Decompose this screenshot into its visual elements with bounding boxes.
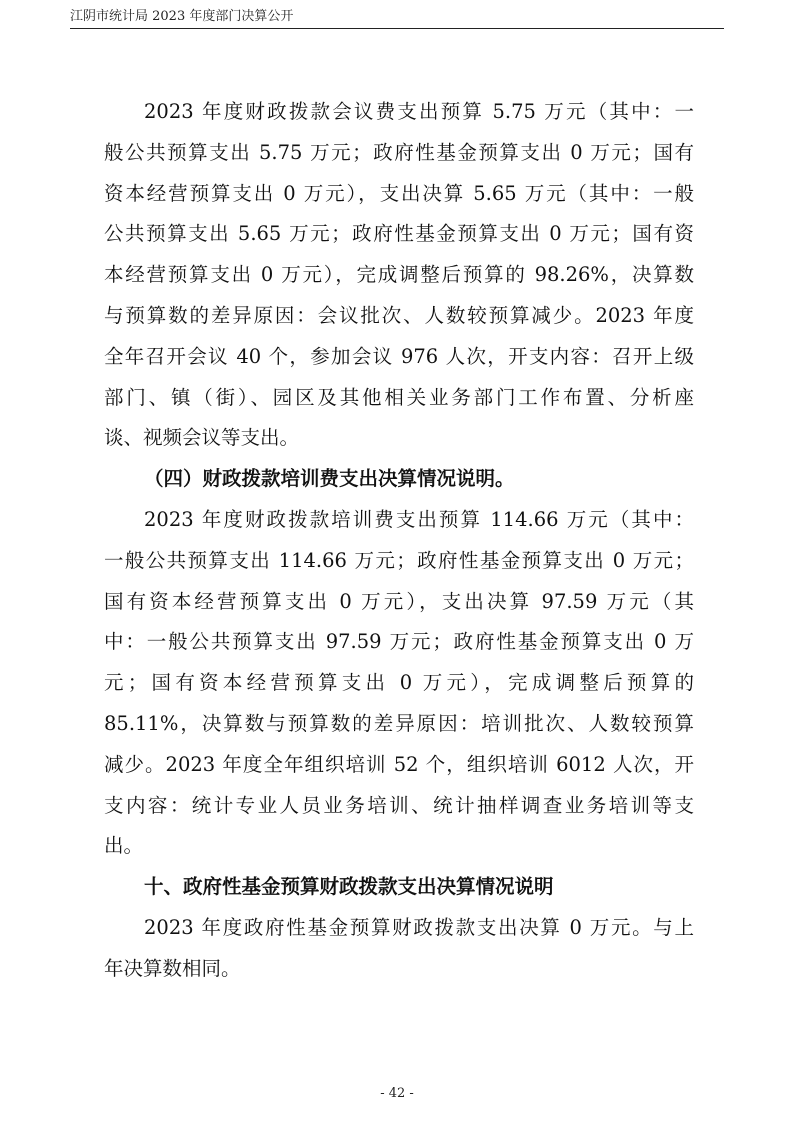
- text-line: 国有资本经营预算支出 0 万元），支出决算 97.59 万元（其: [104, 589, 694, 613]
- text-line: 支内容：统计专业人员业务培训、统计抽样调查业务培训等支: [104, 793, 694, 817]
- section-heading-training: （四）财政拨款培训费支出决算情况说明。: [144, 467, 515, 491]
- text-line: 资本经营预算支出 0 万元），支出决算 5.65 万元（其中：一般: [104, 181, 694, 205]
- section-heading-government-fund: 十、政府性基金预算财政拨款支出决算情况说明: [144, 875, 554, 899]
- text-line: 本经营预算支出 0 万元），完成调整后预算的 98.26%，决算数: [104, 263, 694, 287]
- paragraph-government-fund: [104, 908, 694, 990]
- text-line: 般公共预算支出 5.75 万元；政府性基金预算支出 0 万元；国有: [104, 140, 694, 164]
- text-line: 2023 年度财政拨款培训费支出预算 114.66 万元（其中：: [144, 507, 694, 531]
- text-line: 年决算数相同。: [104, 956, 241, 980]
- text-line: 公共预算支出 5.65 万元；政府性基金预算支出 0 万元；国有资: [104, 222, 694, 246]
- paragraph-training-fees: [104, 500, 694, 867]
- document-body: [104, 92, 694, 990]
- text-line: 2023 年度财政拨款会议费支出预算 5.75 万元（其中：一: [144, 100, 694, 123]
- text-line: 全年召开会议 40 个，参加会议 976 人次，开支内容：召开上级: [104, 344, 694, 368]
- header-title: 江阴市统计局 2023 年度部门决算公开: [70, 9, 294, 24]
- text-line: 部门、镇（街）、园区及其他相关业务部门工作布置、分析座: [104, 385, 694, 409]
- paragraph-meeting-fees: [104, 92, 694, 459]
- text-line: 元；国有资本经营预算支出 0 万元），完成调整后预算的: [104, 671, 694, 695]
- text-line: 85.11%，决算数与预算数的差异原因：培训批次、人数较预算: [104, 711, 694, 735]
- page-header: [70, 8, 724, 29]
- text-line: 2023 年度政府性基金预算财政拨款支出决算 0 万元。与上: [144, 915, 694, 939]
- text-line: 中：一般公共预算支出 97.59 万元；政府性基金预算支出 0 万: [104, 630, 694, 654]
- text-line: 出。: [104, 834, 144, 858]
- text-line: 与预算数的差异原因：会议批次、人数较预算减少。2023 年度: [104, 303, 694, 327]
- text-line: 减少。2023 年度全年组织培训 52 个，组织培训 6012 人次，开: [104, 752, 694, 776]
- text-line: 谈、视频会议等支出。: [104, 426, 300, 450]
- page-number: - 42 -: [380, 1086, 414, 1101]
- text-line: 一般公共预算支出 114.66 万元；政府性基金预算支出 0 万元；: [104, 548, 694, 572]
